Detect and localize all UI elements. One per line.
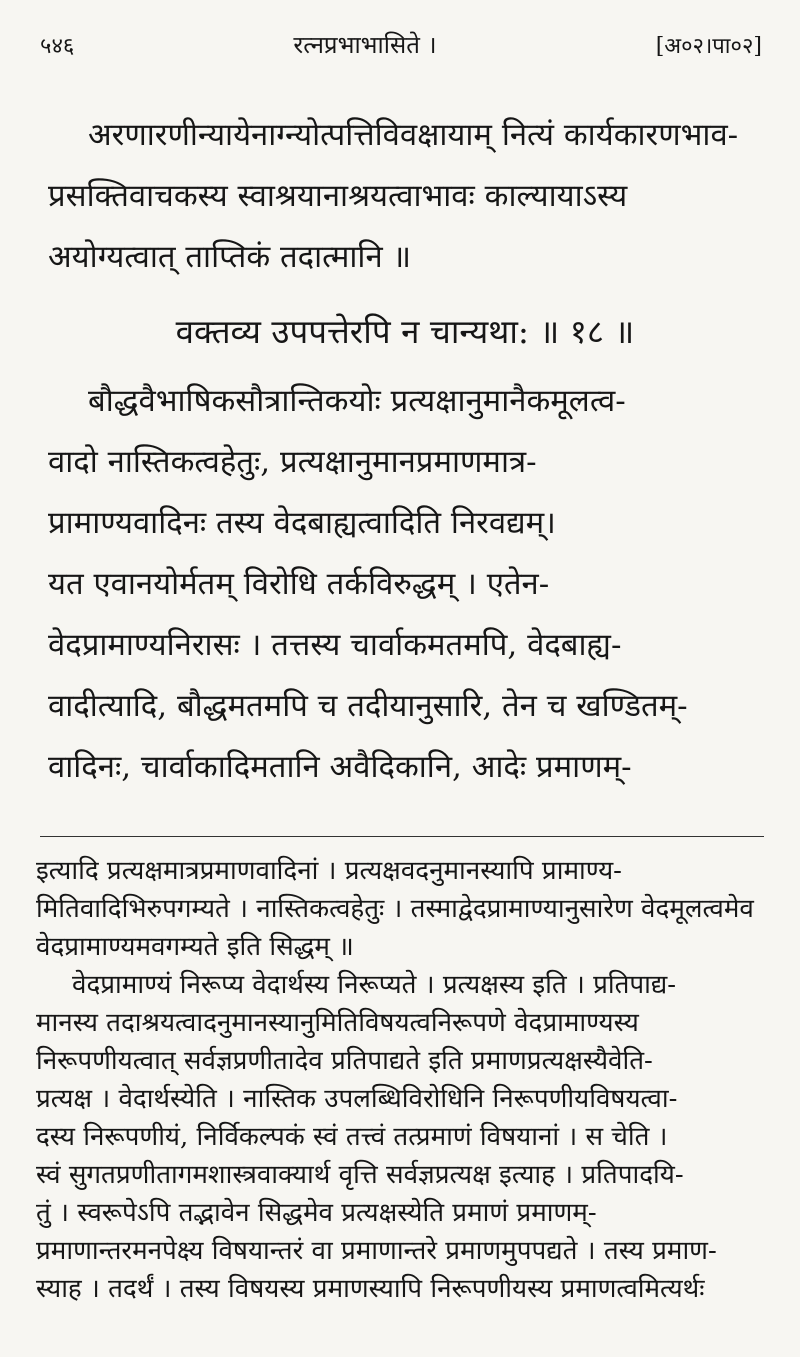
text-line: अयोग्यत्वात् ताप्तिकं तदात्मानि ॥ — [48, 239, 412, 275]
commentary-line: स्वं सुगतप्रणीतागमशास्त्रवाक्यार्थ वृत्ति सर्वज्ञप्रत्यक्ष इत्याह । प्रतिपादयि- — [36, 1160, 684, 1190]
text-line: वादो नास्तिकत्वहेतुः, प्रत्यक्षानुमानप्रमाणमात्र- — [48, 444, 537, 480]
running-header — [40, 28, 762, 61]
bhashya-paragraph — [48, 371, 762, 798]
footnote-divider — [40, 836, 764, 837]
text-line: वादीत्यादि, बौद्धमतमपि च तदीयानुसारि, तेन च खण्डितम्- — [48, 688, 688, 724]
commentary-line: प्रमाणान्तरमनपेक्ष्य विषयान्तरं वा प्रमाणान्तरे प्रमाणमुपपद्यते । तस्य प्रमाण- — [36, 1236, 717, 1266]
text-line: अरणारणीन्यायेनाग्न्योत्पत्तिविवक्षायाम् नित्यं कार्यकारणभाव- — [88, 117, 739, 153]
commentary-line: स्याह । तदर्थं । तस्य विषयस्य प्रमाणस्यापि निरूपणीयस्य प्रमाणत्वमित्यर्थः — [36, 1274, 705, 1304]
text-line: वेदप्रामाण्यनिरासः । तत्तस्य चार्वाकमतमपि, वेदबाह्य- — [48, 627, 622, 663]
commentary-line: प्रत्यक्ष । वेदार्थस्येति । नास्तिक उपलब्धिविरोधिनि निरूपणीयविषयत्वा- — [36, 1084, 678, 1114]
section-reference: [अ०२।पा०२] — [655, 34, 762, 59]
commentary-line: इत्यादि प्रत्यक्षमात्रप्रमाणवादिनां । प्रत्यक्षवदनुमानस्यापि प्रामाण्य- — [36, 856, 622, 886]
commentary-line: निरूपणीयत्वात् सर्वज्ञप्रणीतादेव प्रतिपाद्यते इति प्रमाणप्रत्यक्षस्यैवेति- — [36, 1046, 653, 1076]
page-number: ५४६ — [40, 34, 75, 59]
main-text — [48, 105, 762, 798]
text-line: बौद्धवैभाषिकसौत्रान्तिकयोः प्रत्यक्षानुमानैकमूलत्व- — [88, 383, 626, 419]
verse-paragraph — [48, 105, 762, 288]
commentary-text — [36, 852, 764, 1308]
running-title: रत्नप्रभाभासिते । — [293, 31, 437, 59]
sutra-heading: वक्तव्य उपपत्तेरपि न चान्यथा: ॥ १८ ॥ — [175, 312, 635, 351]
commentary-line: मितिवादिभिरुपगम्यते । नास्तिकत्वहेतुः । तस्माद्वेदप्रामाण्यानुसारेण वेदमूलत्वमेव — [36, 894, 754, 924]
commentary-line: दस्य निरूपणीयं, निर्विकल्पकं स्वं तत्त्वं तत्प्रमाणं विषयानां । स चेति । — [36, 1122, 668, 1152]
text-line: वादिनः, चार्वाकादिमतानि अवैदिकानि, आदेः प्रमाणम्- — [48, 749, 632, 785]
commentary-line: वेदप्रामाण्यं निरूप्य वेदार्थस्य निरूप्यते । प्रत्यक्षस्य इति । प्रतिपाद्य- — [72, 970, 677, 1000]
commentary-line: मानस्य तदाश्रयत्वादनुमानस्यानुमितिविषयत्वनिरूपणे वेदप्रामाण्यस्य — [36, 1008, 639, 1038]
text-line: यत एवानयोर्मतम् विरोधि तर्कविरुद्धम् । एतेन- — [48, 566, 550, 602]
text-line: प्रामाण्यवादिनः तस्य वेदबाह्यत्वादिति निरवद्यम्। — [48, 505, 556, 541]
text-line: प्रसक्तिवाचकस्य स्वाश्रयानाश्रयत्वाभावः काल्यायाऽस्य — [48, 178, 628, 214]
commentary-line: वेदप्रामाण्यमवगम्यते इति सिद्धम् ॥ — [36, 932, 354, 962]
commentary-line: तुं । स्वरूपेऽपि तद्भावेन सिद्धमेव प्रत्यक्षस्येति प्रमाणं प्रमाणम्- — [36, 1198, 597, 1228]
